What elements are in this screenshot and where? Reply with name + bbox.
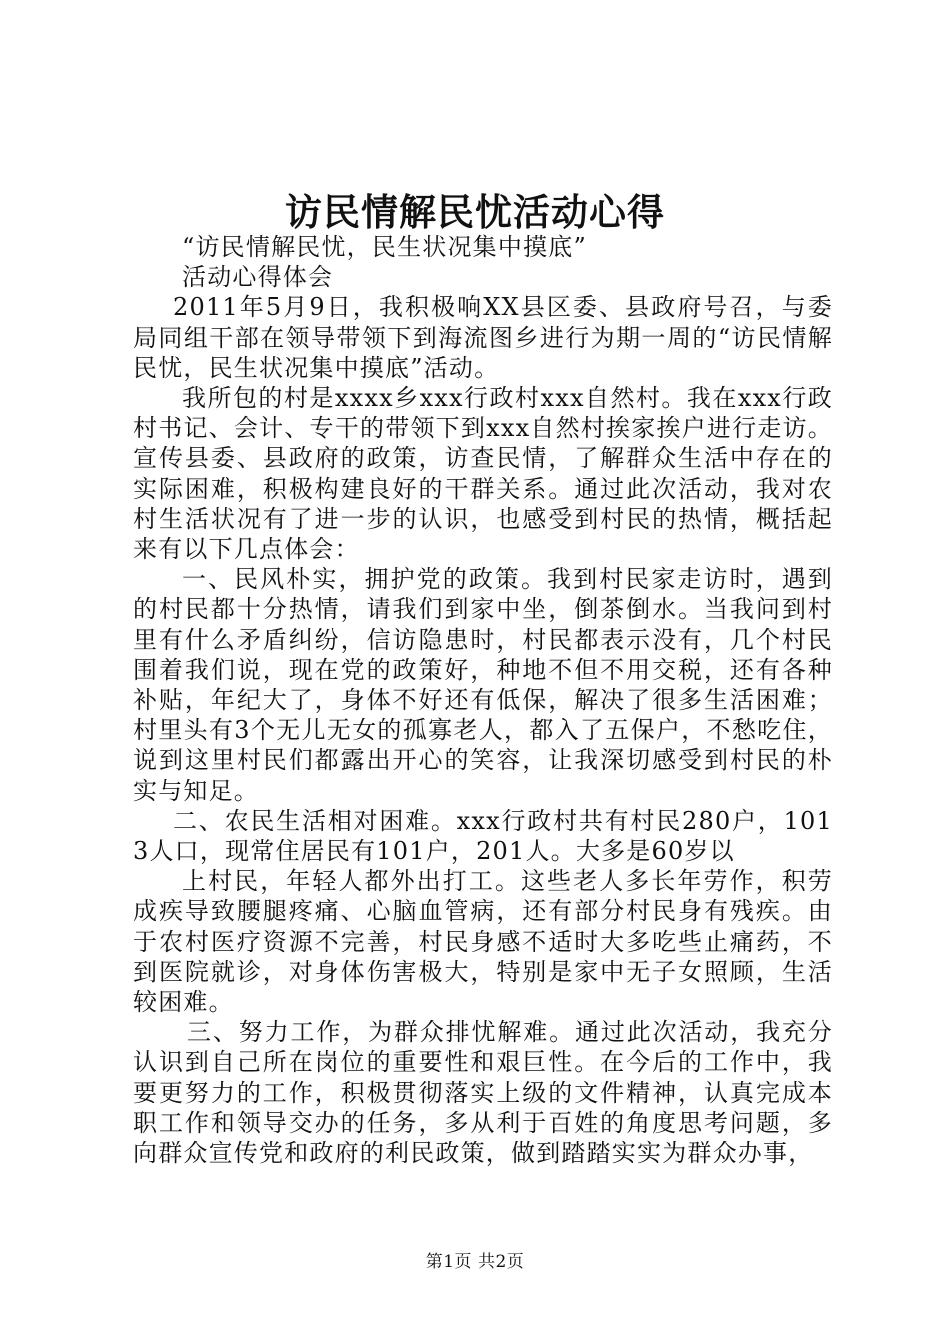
paragraph-point-2: 二、农民生活相对困难。xxx行政村共有村民280户，1013人口，现常住居民有101户，201人。大多是60岁以 [133,806,833,866]
subtitle-line-2: 活动心得体会 [182,263,334,292]
page-footer: 第1页 共2页 [425,1252,525,1272]
document-body [133,232,833,1168]
paragraph-intro: 2011年5月9日，我积极响XX县区委、县政府号召，与委局同组干部在领导带领下到海流图乡进行为期一周的“访民情解民忧，民生状况集中摸底”活动。 [133,293,833,382]
paragraph-point-3: 三、努力工作，为群众排忧解难。通过此次活动，我充分认识到自己所在岗位的重要性和艰巨性。在今后的工作中，我要更努力的工作，积极贯彻落实上级的文件精神，认真完成本职工作和领导交办的任务，多从利于百姓的角度思考问题，多向群众宣传党和政府的利民政策，做到踏踏实实为群众办事， [133,1018,833,1168]
paragraph-point-1: 一、民风朴实，拥护党的政策。我到村民家走访时，遇到的村民都十分热情，请我们到家中坐，倒茶倒水。当我问到村里有什么矛盾纠纷，信访隐患时，村民都表示没有，几个村民围着我们说，现在党的政策好，种地不但不用交税，还有各种补贴，年纪大了，身体不好还有低保，解决了很多生活困难；村里头有3个无儿无女的孤寡老人，都入了五保户，不愁吃住，说到这里村民们都露出开心的笑容，让我深切感受到村民的朴实与知足。 [133,565,833,805]
paragraph-village: 我所包的村是xxxx乡xxx行政村xxx自然村。我在xxx行政村书记、会计、专干的带领下到xxx自然村挨家挨户进行走访。宣传县委、县政府的政策，访查民情，了解群众生活中存在的实际困难，积极构建良好的干群关系。通过此次活动，我对农村生活状况有了进一步的认识，也感受到村民的热情，概括起来有以下几点体会： [133,384,833,564]
document-title: 访民情解民忧活动心得 [285,190,665,234]
paragraph-point-2-cont: 上村民，年轻人都外出打工。这些老人多长年劳作，积劳成疾导致腰腿疼痛、心脑血管病，还有部分村民身有残疾。由于农村医疗资源不完善，村民身感不适时大多吃些止痛药，不到医院就诊，对身体伤害极大，特别是家中无子女照顾，生活较困难。 [133,867,833,1017]
subtitle-line-1: “访民情解民忧，民生状况集中摸底” [182,233,587,261]
